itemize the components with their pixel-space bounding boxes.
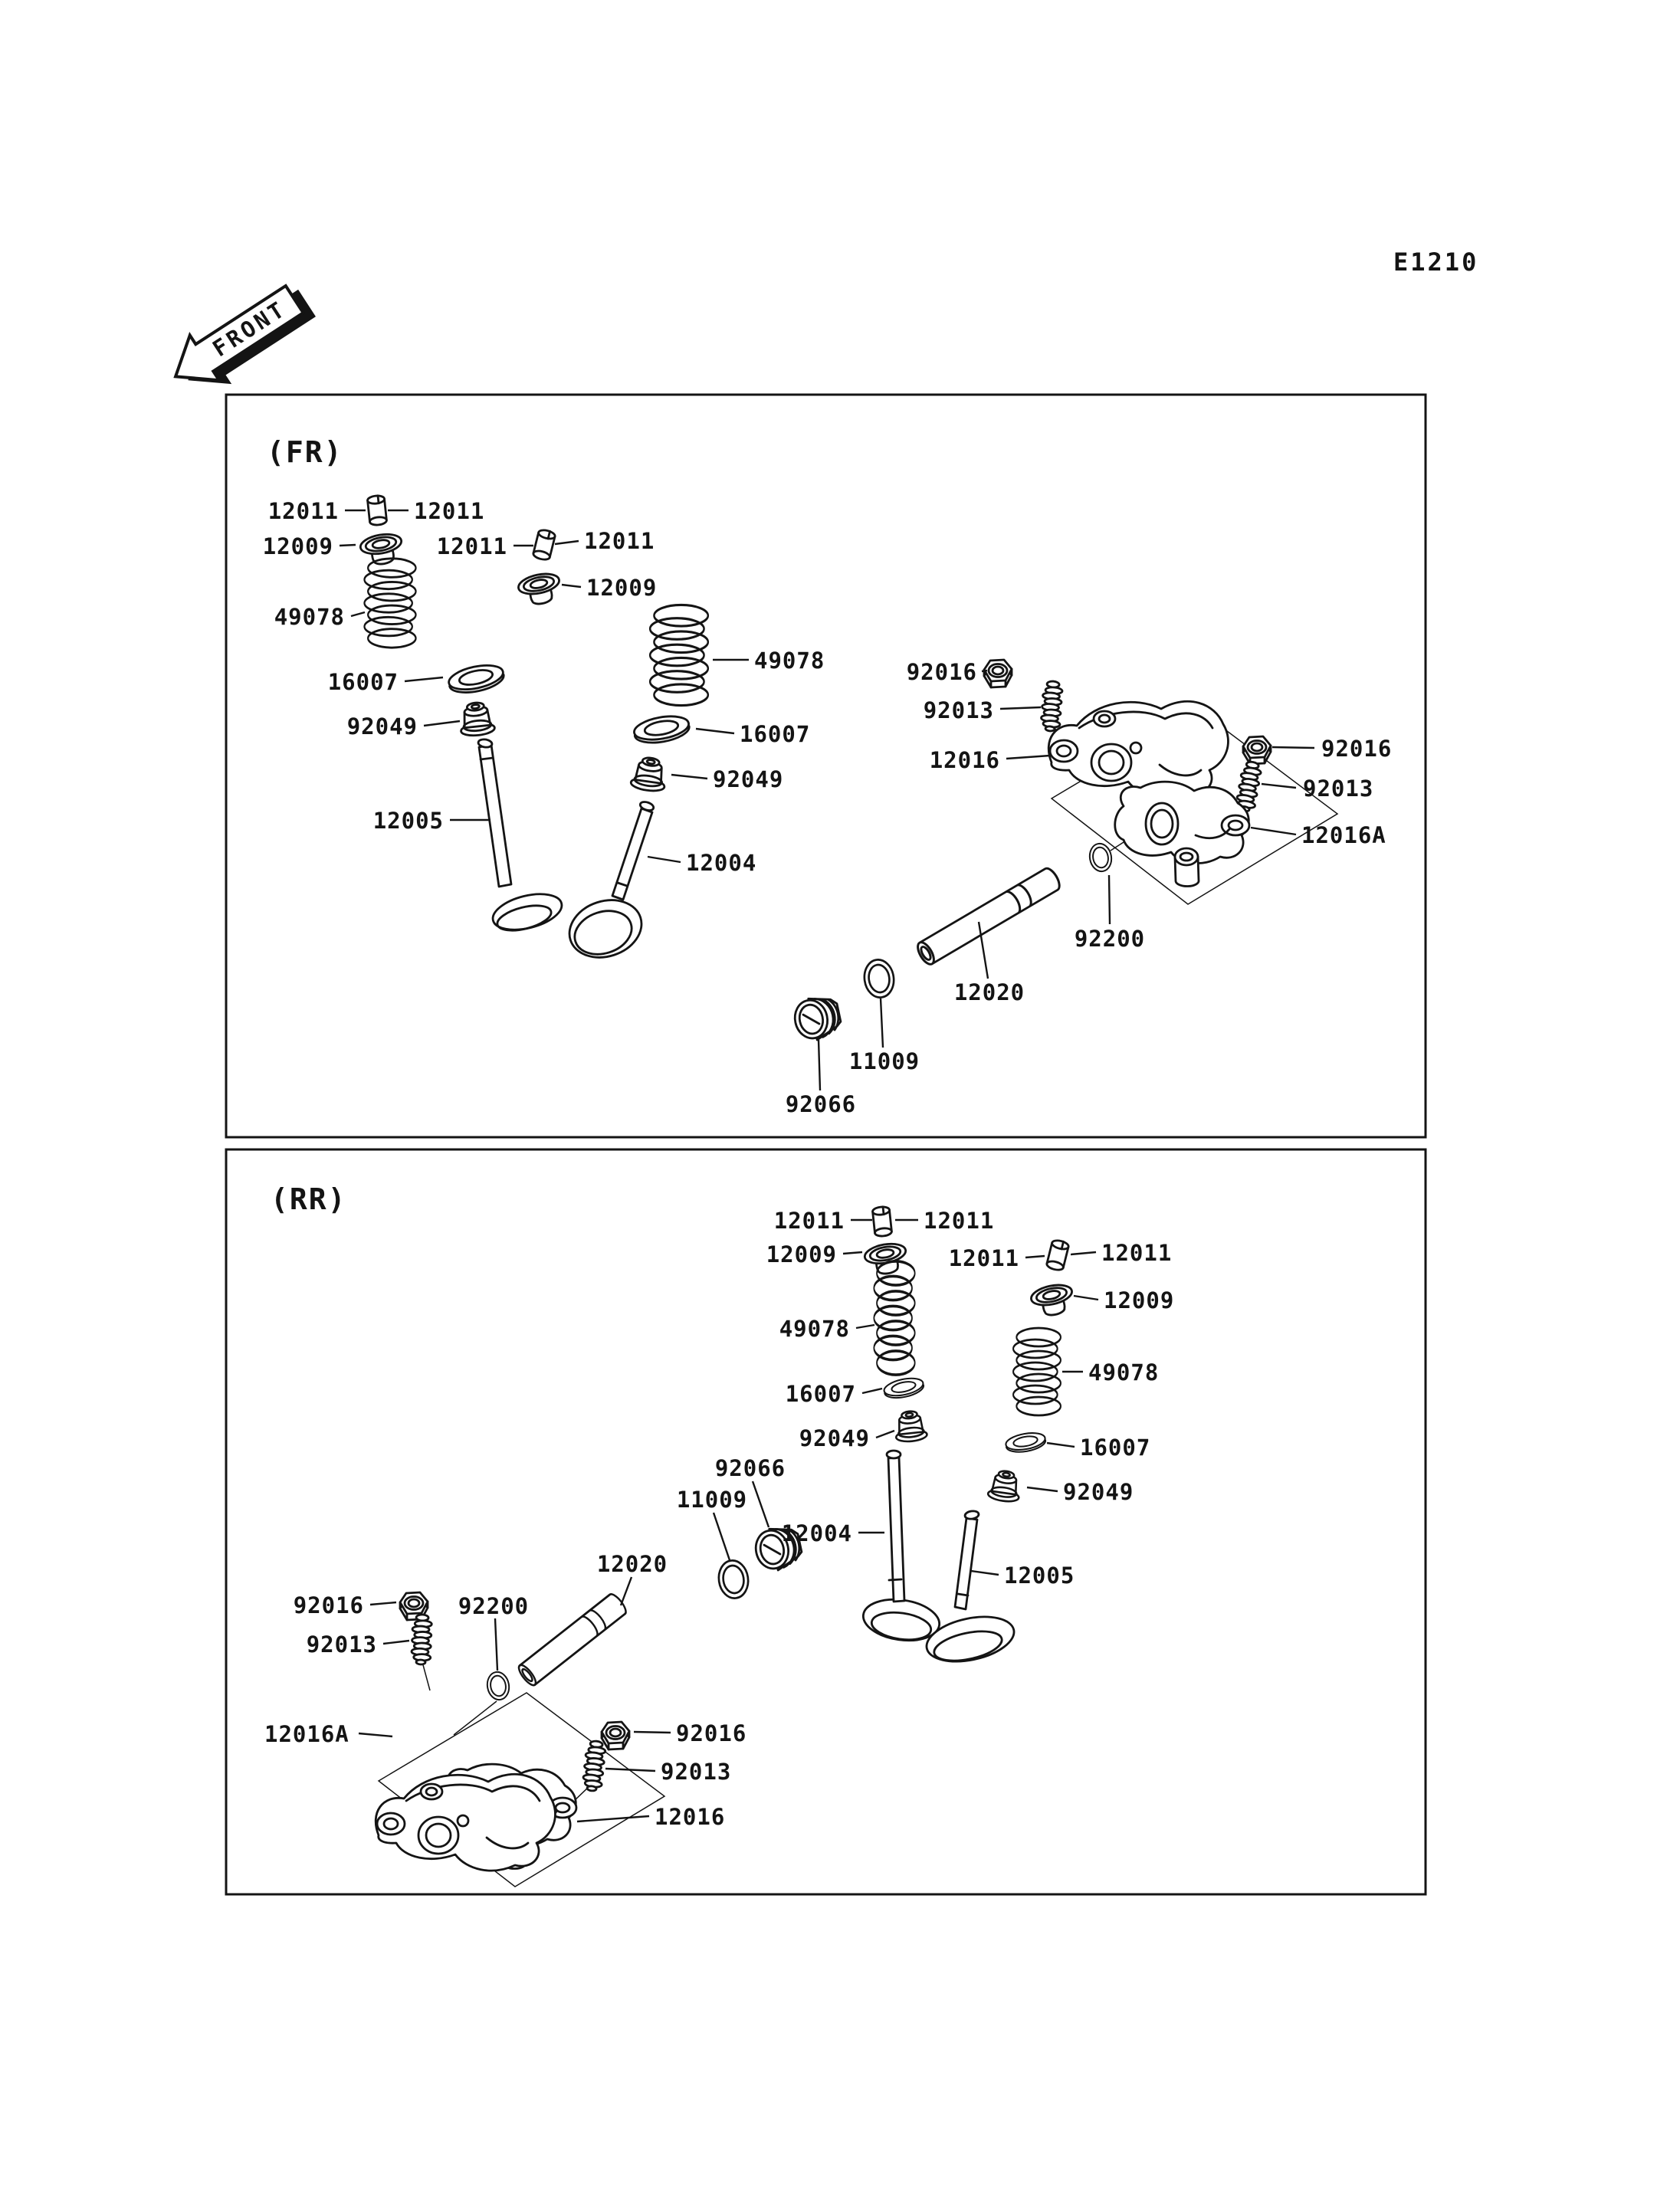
part-label-12011: 12011 [414,498,485,524]
rr-oring-92200 [485,1671,511,1702]
panel-rr [226,1149,1426,1894]
leader-line-49078 [856,1325,874,1328]
rr-spring-retainer-12009-b [1029,1282,1076,1319]
fr-locknut-92016-left [984,660,1012,687]
part-label-12009: 12009 [1104,1287,1175,1313]
leader-line-92066 [753,1481,769,1527]
fr-rocker-arm-12016 [1048,701,1228,798]
part-label-12004: 12004 [781,1520,852,1546]
part-label-92013: 92013 [661,1759,732,1785]
fr-oring-11009 [862,958,897,999]
part-label-12016A: 12016A [1301,822,1386,848]
part-label-12011: 12011 [436,533,507,559]
rr-rocker-shaft-12020 [516,1592,628,1687]
leader-line-12009 [562,585,581,587]
rr-stem-seal-92049-a [894,1410,927,1443]
rr-valve-cotter-12011-b [1046,1239,1070,1271]
rr-valve-cotter-12011-a [872,1206,892,1237]
fr-rocker-arm-12016a [1115,782,1249,886]
panel-fr [226,395,1426,1137]
part-label-16007: 16007 [740,721,811,747]
part-label-92016: 92016 [1321,736,1393,762]
fr-parts [359,495,1337,1044]
part-label-12011: 12011 [773,1208,845,1234]
part-label-16007: 16007 [785,1381,856,1407]
leader-line-92013 [383,1641,409,1644]
part-label-49078: 49078 [1088,1359,1160,1385]
rr-panel-title: (RR) [271,1182,347,1216]
leader-line-12011 [1071,1252,1096,1254]
leader-line-92013 [1262,784,1296,788]
part-label-12011: 12011 [267,498,339,524]
leader-line-16007 [405,677,443,681]
part-label-92016: 92016 [676,1720,747,1746]
leader-line-12004 [648,857,681,862]
leader-line-16007 [696,729,734,733]
part-label-92013: 92013 [923,697,994,723]
fr-oring-92200 [1088,842,1114,874]
leader-line-92200 [1109,875,1110,924]
leader-line-16007 [862,1389,882,1393]
part-label-92049: 92049 [1063,1479,1134,1505]
fr-rocker-shaft-12020 [914,866,1062,967]
leader-line-12009 [843,1252,862,1254]
part-label-12011: 12011 [948,1245,1019,1271]
rr-oring-11009 [717,1559,751,1600]
leader-line-12016A [1251,828,1296,835]
rr-spring-seat-16007-a [883,1376,925,1401]
part-label-92016: 92016 [293,1592,364,1618]
front-arrow-label: FRONT [208,295,291,362]
leader-line-12005 [971,1571,999,1575]
fr-spring-retainer-12009-b [517,571,563,608]
fr-spring-retainer-12009-a [359,531,405,567]
rr-spring-retainer-12009-a [863,1241,909,1277]
leader-line-92016 [634,1732,671,1733]
part-label-92049: 92049 [713,766,784,792]
leader-line-12011 [1025,1256,1045,1258]
part-label-92016: 92016 [906,659,977,685]
part-label-11009: 11009 [676,1487,748,1513]
part-label-16007: 16007 [327,669,399,695]
rr-spring-seat-16007-b [1005,1431,1047,1455]
leader-line-12011 [555,541,579,544]
fr-plug-92066 [791,993,843,1044]
part-label-12005: 12005 [1004,1562,1075,1589]
fr-valve-cotter-12011-b [533,529,556,561]
fr-stem-seal-92049-a [458,701,495,737]
diagram-code: E1210 [1393,248,1479,277]
leader-line-92049 [876,1431,894,1438]
rr-locknut-92016-bottom [602,1722,629,1749]
rr-valve-12004 [861,1451,942,1645]
leader-line-12016 [577,1816,649,1822]
part-label-12020: 12020 [596,1551,668,1577]
fr-locknut-92016-right [1243,736,1271,764]
part-label-49078: 49078 [754,648,825,674]
rr-adjust-screw-92013-topleft [411,1615,431,1665]
leader-line-92013 [1000,707,1041,709]
part-label-92049: 92049 [799,1425,870,1451]
leader-line-92016 [370,1602,396,1605]
rr-screw-topleft-assembly-line [422,1662,430,1690]
leader-line-12009 [1074,1296,1098,1300]
leader-line-92013 [605,1769,655,1771]
rr-valve-12005 [923,1510,1019,1669]
leader-line-92049 [1027,1487,1058,1491]
fr-valve-12005 [477,739,565,936]
front-direction-marker [161,272,322,407]
part-label-92013: 92013 [1303,776,1374,802]
part-label-12016: 12016 [929,747,1000,773]
leader-line-12016A [359,1733,392,1736]
leader-line-49078 [351,612,365,616]
leader-line-92049 [671,775,707,779]
rr-rocker-arm-12016 [376,1774,555,1871]
fr-spring-seat-16007-b [632,713,691,746]
fr-valve-spring-49078-b [650,605,708,705]
part-label-12005: 12005 [372,808,444,834]
fr-valve-12004 [562,800,655,966]
rr-valve-spring-49078-b [1013,1328,1061,1415]
fr-adjust-screw-92013-left [1040,680,1062,732]
part-label-12020: 12020 [953,979,1025,1005]
leader-line-12009 [340,545,356,546]
part-label-12009: 12009 [766,1241,837,1267]
part-label-16007: 16007 [1080,1435,1151,1461]
part-label-92200: 92200 [1074,926,1146,952]
part-label-92200: 92200 [458,1593,530,1619]
part-label-92066: 92066 [714,1455,786,1481]
leader-line-12020 [621,1577,632,1605]
fr-panel-title: (FR) [267,435,343,469]
fr-valve-spring-49078-a [364,559,415,648]
part-label-12009: 12009 [262,533,333,559]
rr-oring-assembly-line [454,1701,497,1735]
part-label-49078: 49078 [274,604,345,630]
leader-line-11009 [714,1513,730,1560]
part-label-12011: 12011 [924,1208,995,1234]
part-label-11009: 11009 [848,1048,920,1074]
part-label-92066: 92066 [785,1091,857,1117]
part-label-92013: 92013 [306,1631,377,1658]
rr-adjust-screw-92013-bottom [582,1740,606,1792]
leader-line-12016 [1006,756,1050,759]
part-label-12004: 12004 [686,850,757,876]
fr-stem-seal-92049-b [630,756,668,792]
part-label-12009: 12009 [586,575,658,601]
fr-valve-cotter-12011-a [367,495,387,526]
leader-line-11009 [881,998,883,1048]
leader-line-92016 [1272,747,1314,748]
part-label-12016: 12016 [655,1804,726,1830]
part-label-12011: 12011 [584,528,655,554]
part-label-12011: 12011 [1101,1240,1173,1266]
part-label-12016A: 12016A [264,1721,349,1747]
leader-line-92049 [424,721,460,726]
leader-line-92200 [495,1618,497,1671]
rr-valve-spring-49078-a [874,1261,914,1375]
leader-line-16007 [1047,1443,1075,1447]
rr-stem-seal-92049-b [987,1469,1022,1503]
fr-spring-seat-16007-a [447,661,506,697]
part-label-92049: 92049 [346,713,418,739]
leader-line-92066 [819,1040,820,1090]
part-label-49078: 49078 [779,1316,850,1342]
